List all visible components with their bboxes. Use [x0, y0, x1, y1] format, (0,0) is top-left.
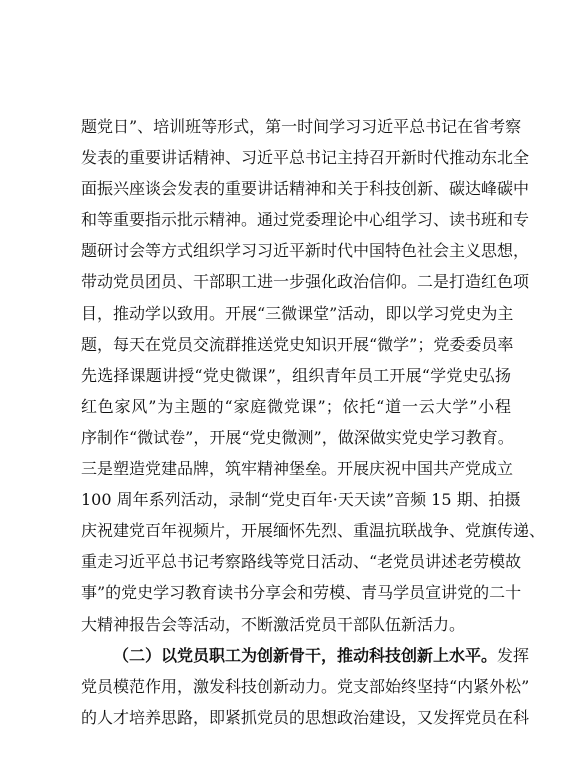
paragraph-line: 题党日”、培训班等形式，第一时间学习习近平总书记在省考察	[81, 117, 522, 136]
section-heading-continuation: 发挥	[497, 645, 530, 665]
paragraph-line: 先选择课题讲授“党史微课”，组织青年员工开展“学党史弘扬	[81, 365, 511, 385]
paragraph-line: 题研讨会等方式组织学习习近平新时代中国特色社会主义思想，	[81, 241, 530, 261]
paragraph-line: 事”的党史学习教育读书分享会和劳模、青马学员宣讲党的二十	[81, 583, 522, 603]
paragraph-line: 大精神报告会等活动，不断激活党员干部队伍新活力。	[81, 614, 466, 634]
section-heading-line	[81, 640, 530, 671]
document-body	[81, 111, 546, 733]
paragraph-line: 红色家风”为主题的“家庭微党课”；依托“道一云大学”小程	[81, 396, 511, 416]
paragraph-line: 发表的重要讲话精神、习近平总书记主持召开新时代推动东北全	[81, 148, 530, 168]
paragraph-line: 带动党员团员、干部职工进一步强化政治信仰。二是打造红色项	[81, 272, 530, 292]
paragraph-line: 三是塑造党建品牌，筑牢精神堡垒。开展庆祝中国共产党成立	[81, 459, 514, 479]
paragraph-line: 重走习近平总书记考察路线等党日活动、“老党员讲述老劳模故	[81, 552, 522, 572]
paragraph-line: 题，每天在党员交流群推送党史知识开展“微学”；党委委员率	[81, 334, 514, 354]
paragraph-line: 100 周年系列活动，录制“党史百年·天天读”音频 15 期、拍摄	[81, 490, 521, 510]
paragraph-line: 和等重要指示批示精神。通过党委理论中心组学习、读书班和专	[81, 210, 530, 230]
paragraph-line: 目，推动学以致用。开展“三微课堂”活动，即以学习党史为主	[81, 303, 514, 323]
paragraph-line: 党员模范作用，激发科技创新动力。党支部始终坚持“内紧外松”	[81, 676, 530, 696]
paragraph-line: 面振兴座谈会发表的重要讲话精神和关于科技创新、碳达峰碳中	[81, 179, 530, 199]
paragraph-line: 的人才培养思路，即紧抓党员的思想政治建设，又发挥党员在科	[81, 707, 530, 727]
paragraph-line: 庆祝建党百年视频片，开展缅怀先烈、重温抗联战争、党旗传递、	[81, 521, 546, 541]
section-heading: （二）以党员职工为创新骨干，推动科技创新上水平。	[113, 645, 498, 665]
paragraph-line: 序制作“微试卷”，开展“党史微测”，做深做实党史学习教育。	[81, 427, 514, 447]
